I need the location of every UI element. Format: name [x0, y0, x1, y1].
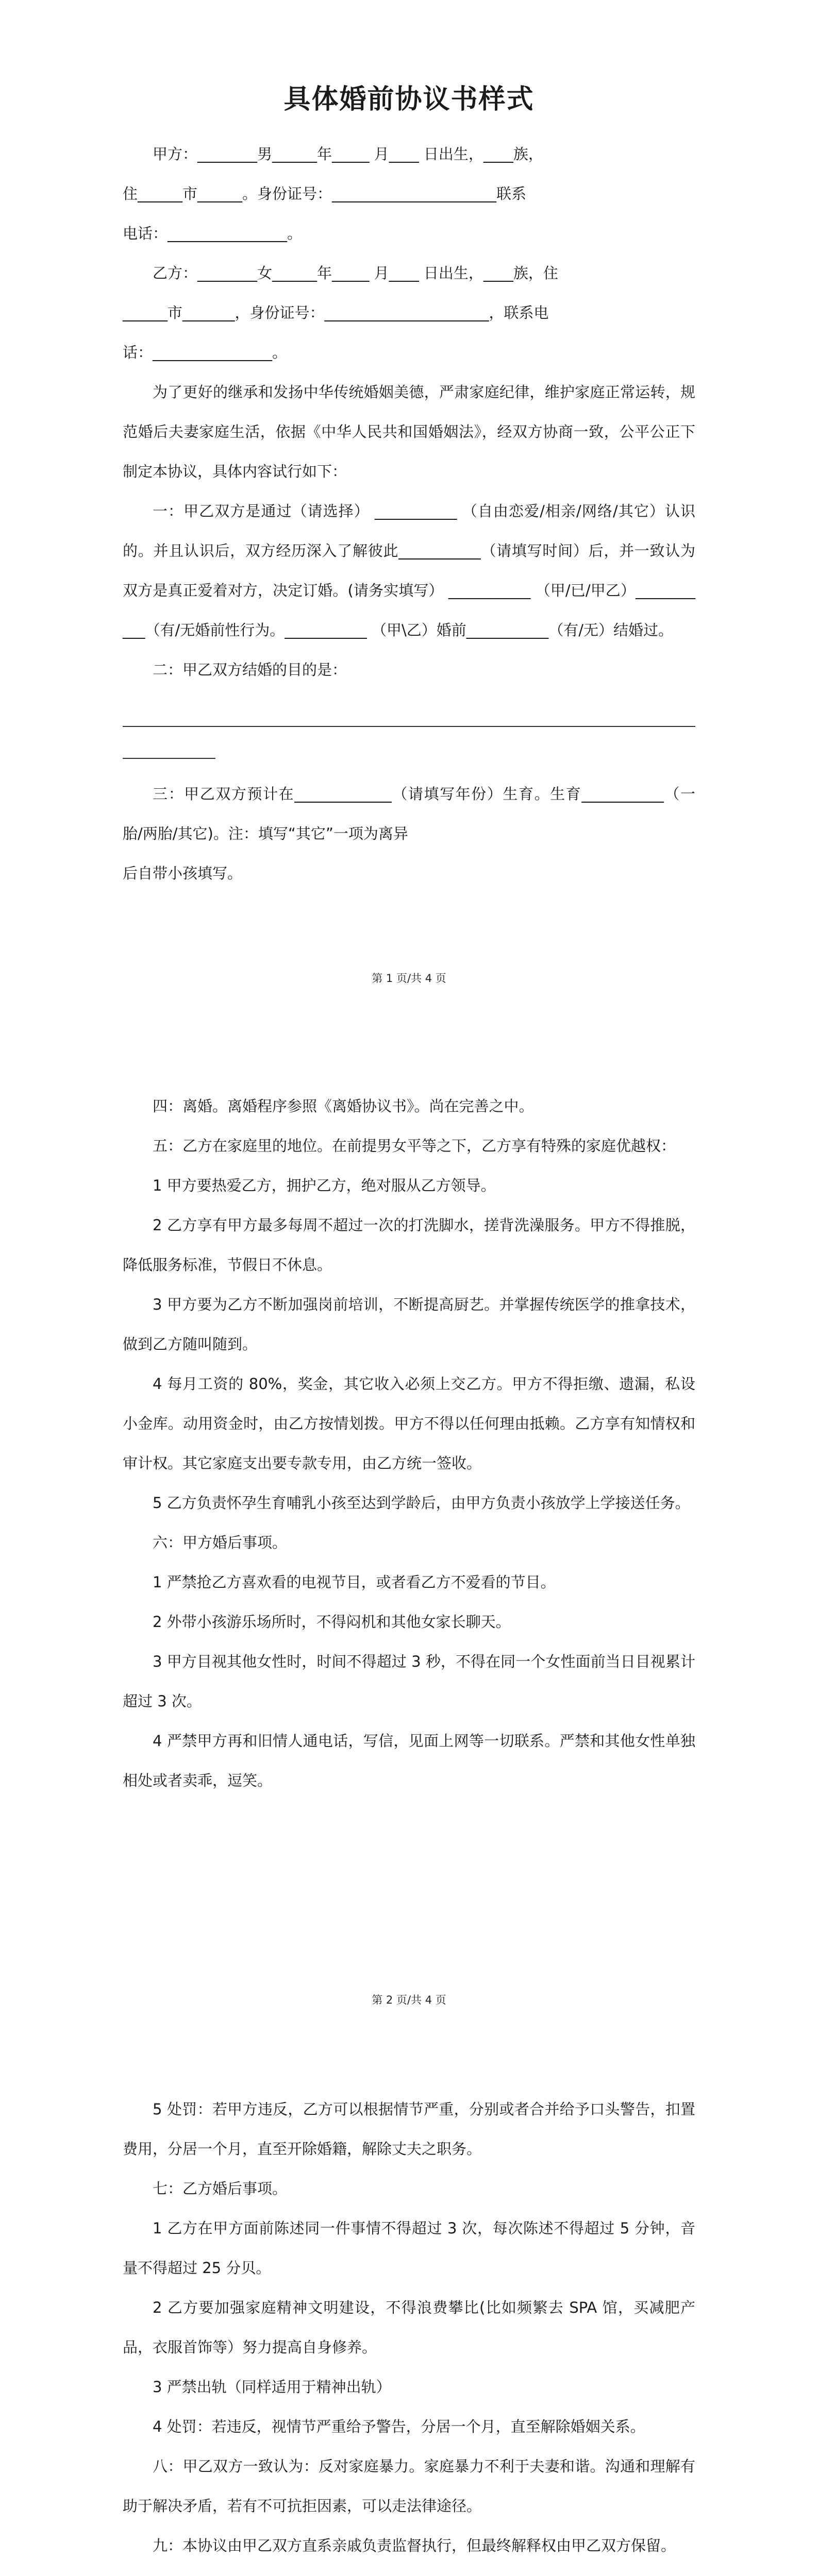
clause-7-item-1: 1 乙方在甲方面前陈述同一件事情不得超过 3 次，每次陈述不得超过 5 分钟，音量不得超过 25 分贝。 — [123, 2219, 695, 2277]
clause-6-item-5: 5 处罚：若甲方违反，乙方可以根据情节严重，分别或者合并给予口头警告，扣置费用，分居一个月，直至开除婚籍，解除丈夫之职务。 — [123, 2100, 695, 2158]
clause-6: 六：甲方婚后事项。 — [153, 1534, 288, 1551]
page-footer-2: 第 2 页/共 4 页 — [372, 1994, 446, 2006]
clause-5-item-4: 4 每月工资的 80%，奖金，其它收入必须上交乙方。甲方不得拒缴、遗漏，私设小金库。动用资金时，由乙方按情划拨。甲方不得以任何理由抵赖。乙方享有知情权和审计权。其它家庭支出要专款专用，由乙方统一签收。 — [123, 1375, 695, 1472]
page-1 — [0, 0, 818, 893]
clause-2-blank-short — [123, 727, 215, 759]
clause-7: 七：乙方婚后事项。 — [153, 2180, 288, 2197]
clause-5-item-3: 3 甲方要为乙方不断加强岗前培训，不断提高厨艺。并掌握传统医学的推拿技术，做到乙方随叫随到。 — [123, 1296, 695, 1353]
clause-6-item-1: 1 严禁抢乙方喜欢看的电视节目，或者看乙方不爱看的节目。 — [153, 1573, 556, 1591]
clause-5-item-1: 1 甲方要热爱乙方，拥护乙方，绝对服从乙方领导。 — [153, 1177, 496, 1194]
clause-5-item-5: 5 乙方负责怀孕生育哺乳小孩至达到学龄后，由甲方负责小孩放学上学接送任务。 — [153, 1494, 690, 1512]
page-3 — [0, 2043, 818, 2576]
party-b-line-2: ______市_______，身份证号：______________________，联系电 — [123, 304, 549, 321]
clause-9: 九：本协议由甲乙双方直系亲戚负责监督执行，但最终解释权由甲乙双方保留。 — [153, 2537, 676, 2554]
party-b-line-1: 乙方：________女______年_____ 月____ 日出生，____族，住 — [153, 264, 558, 282]
clause-2: 二：甲乙双方结婚的目的是： — [153, 661, 347, 679]
party-b-line-3: 话：________________。 — [123, 344, 288, 361]
page-footer-1: 第 1 页/共 4 页 — [372, 972, 446, 985]
clause-4: 四：离婚。离婚程序参照《离婚协议书》。尚在完善之中。 — [153, 1097, 534, 1115]
clause-8: 八：甲乙双方一致认为：反对家庭暴力。家庭暴力不利于夫妻和谐。沟通和理解有助于解决矛盾，若有不可抗拒因素，可以走法律途径。 — [123, 2458, 695, 2515]
clause-10 — [123, 2566, 695, 2576]
clause-7-item-2: 2 乙方要加强家庭精神文明建设，不得浪费攀比(比如频繁去 SPA 馆，买减肥产品，衣服首饰等）努力提高自身修养。 — [123, 2299, 695, 2356]
party-a-line-3: 电话：________________。 — [123, 225, 303, 242]
clause-1: 一：甲乙双方是通过（请选择） ___________ （自由恋爱/相亲/网络/其它）认识的。并且认识后，双方经历深入了解彼此___________（请填写时间）后，并一致认为双方是真正爱着对方，决定订婚。(请务实填写） ___________ （甲/已/甲乙）___________（有/无婚前性行为。___________ （甲\乙）婚前___________（有/无）结婚过。 — [123, 502, 695, 639]
clause-3: 三：甲乙双方预计在_____________（请填写年份）生育。生育___________（一胎/两胎/其它)。注：填写“其它”一项为离异 — [123, 785, 695, 842]
clause-6-item-2: 2 外带小孩游乐场所时，不得闷机和其他女家长聊天。 — [153, 1613, 511, 1631]
preamble-paragraph: 为了更好的继承和发扬中华传统婚姻美德，严肃家庭纪律，维护家庭正常运转，规范婚后夫妻家庭生活，依据《中华人民共和国婚姻法》，经双方协商一致，公平公正下制定本协议，具体内容试行如下： — [123, 383, 695, 480]
clause-6-item-3: 3 甲方目视其他女性时，时间不得超过 3 秒，不得在同一个女性面前当日目视累计超过 3 次。 — [123, 1653, 695, 1710]
clause-7-item-4: 4 处罚：若违反，视情节严重给予警告，分居一个月，直至解除婚姻关系。 — [153, 2418, 645, 2435]
clause-6-item-4: 4 严禁甲方再和旧情人通电话，写信，见面上网等一切联系。严禁和其他女性单独相处或者卖乖，逗笑。 — [123, 1732, 695, 1789]
clause-2-blank-line — [123, 690, 695, 727]
clause-3-continued: 后自带小孩填写。 — [123, 865, 243, 882]
clause-5: 五：乙方在家庭里的地位。在前提男女平等之下，乙方享有特殊的家庭优越权： — [153, 1137, 676, 1155]
party-a-line-2: 住______市______。身份证号：______________________联系 — [123, 185, 527, 202]
page-2 — [0, 1022, 818, 1801]
clause-5-item-2: 2 乙方享有甲方最多每周不超过一次的打洗脚水，搓背洗澡服务。甲方不得推脱，降低服务标准，节假日不休息。 — [123, 1216, 695, 1274]
document-title: 具体婚前协议书样式 — [283, 84, 535, 115]
party-a-line-1: 甲方：________男______年_____ 月____ 日出生，____族， — [153, 145, 543, 163]
clause-7-item-3: 3 严禁出轨（同样适用于精神出轨） — [153, 2378, 391, 2396]
